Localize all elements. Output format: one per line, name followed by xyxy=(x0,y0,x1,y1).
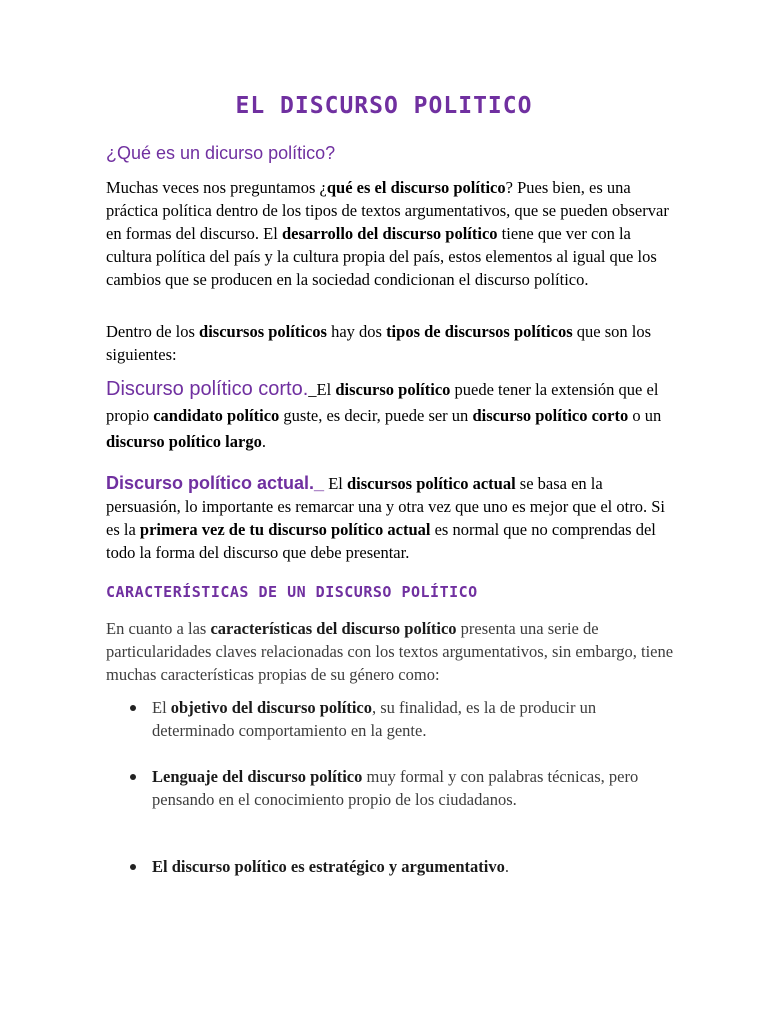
p1-bold-2: desarrollo del discurso político xyxy=(281,224,498,243)
list-item-text xyxy=(152,765,650,811)
p3-bold-3: discurso político corto xyxy=(472,406,629,425)
p4-text-2: se basa en la persuasión, lo importante es remarcar una y otra vez que uno es mejor que el otro. Si es la xyxy=(106,474,665,539)
document-title-text: EL DISCURSO POLITICO xyxy=(235,93,533,119)
section-heading-text: CARACTERÍSTICAS DE UN DISCURSO POLÍTICO xyxy=(106,583,478,601)
p4-text-3: es normal que no comprendas del todo la forma del discurso que debe presentar. xyxy=(106,520,656,562)
p3-sep: _ xyxy=(308,380,317,399)
b1-text-2: , su finalidad, es la de producir un determinado comportamiento en la gente. xyxy=(152,698,597,740)
paragraph-characteristics xyxy=(106,617,676,686)
short-speech-heading: Discurso político corto. xyxy=(106,378,309,400)
list-item xyxy=(130,696,650,742)
p4-bold-1: discursos político actual xyxy=(346,474,516,493)
p3-bold-4: discurso político largo xyxy=(106,432,262,451)
p2-text-1: Dentro de los xyxy=(106,322,200,341)
p3-text-3: guste, es decir, puede ser un xyxy=(279,406,473,425)
p5-text-2: presenta una serie de particularidades claves relacionadas con los textos argumentativos, sin embargo, tiene muchas características propias de su género como: xyxy=(106,619,674,684)
paragraph-types xyxy=(106,320,676,366)
b2-bold-1: Lenguaje del discurso político xyxy=(152,767,363,786)
p1-text-3: tiene que ver con la cultura política del país y la cultura propia del país, estos elementos al igual que los cambios que se producen en la sociedad condicionan el discurso político. xyxy=(106,224,657,289)
p2-text-3: que son los siguientes: xyxy=(106,322,652,364)
p1-text-2: ? Pues bien, es una práctica política dentro de los tipos de textos argumentativos, que se pueden observar en formas del discurso. El xyxy=(106,178,669,243)
current-speech-heading: Discurso político actual._ xyxy=(106,473,325,493)
b3-text-2: . xyxy=(504,857,509,876)
p3-text-4: o un xyxy=(628,406,662,425)
b1-text-1: El xyxy=(152,698,171,717)
list-item-text xyxy=(152,696,650,742)
p2-bold-1: discursos políticos xyxy=(199,322,327,341)
paragraph-short-speech xyxy=(106,376,676,455)
paragraph-intro xyxy=(106,176,676,291)
list-item xyxy=(130,765,650,811)
p3-text-2: puede tener la extensión que el propio xyxy=(106,380,659,425)
p1-text-1: Muchas veces nos preguntamos ¿ xyxy=(106,178,327,197)
document-title xyxy=(0,93,768,119)
bullet-dot-icon xyxy=(130,864,136,870)
p2-bold-2: tipos de discursos políticos xyxy=(386,322,573,341)
bullet-dot-icon xyxy=(130,774,136,780)
p5-text-1: En cuanto a las xyxy=(106,619,211,638)
b3-bold-1: El discurso político es estratégico y argumentativo xyxy=(152,857,505,876)
p1-bold-1: qué es el discurso político xyxy=(326,178,506,197)
section-heading-characteristics xyxy=(106,583,478,601)
bullet-dot-icon xyxy=(130,705,136,711)
p5-bold-1: características del discurso político xyxy=(210,619,457,638)
subtitle-heading: ¿Qué es un dicurso político? xyxy=(106,143,336,163)
b1-bold-1: objetivo del discurso político xyxy=(170,698,373,717)
p3-bold-2: candidato político xyxy=(153,406,280,425)
p3-text-5: . xyxy=(261,432,266,451)
p3-text-1: El xyxy=(316,380,336,399)
list-item xyxy=(130,855,650,878)
p4-text-1: El xyxy=(324,474,347,493)
p3-bold-1: discurso político xyxy=(335,380,451,399)
p4-bold-2: primera vez de tu discurso político actual xyxy=(139,520,431,539)
b2-text-2: muy formal y con palabras técnicas, pero pensando en el conocimiento propio de los ciudadanos. xyxy=(152,767,639,809)
p2-text-2: hay dos xyxy=(326,322,387,341)
paragraph-current-speech xyxy=(106,472,676,564)
list-item-text xyxy=(152,855,650,878)
